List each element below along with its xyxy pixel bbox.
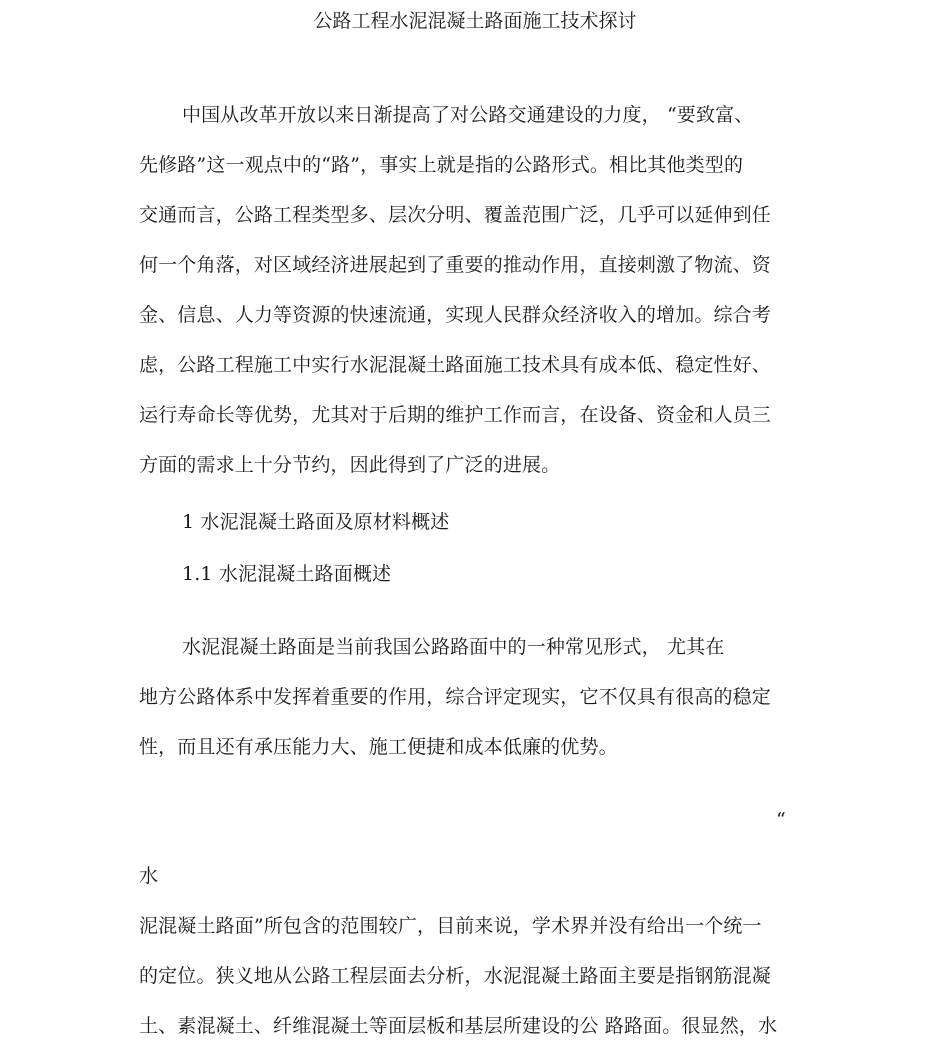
para2-line-1: 水泥混凝土路面是当前我国公路路面中的一种常见形式， 尤其在: [182, 636, 725, 658]
intro-line-1: 中国从改革开放以来日渐提高了对公路交通建设的力度， “要致富、: [182, 104, 754, 126]
section-heading-1: 1 水泥混凝土路面及原材料概述: [182, 511, 450, 533]
intro-line-5: 金、信息、人力等资源的快速流通，实现人民群众经济收入的增加。综合考: [139, 304, 771, 326]
section-heading-1-1: 1.1 水泥混凝土路面概述: [182, 563, 392, 585]
para3-line-1: 水: [139, 865, 159, 887]
intro-line-4: 何一个角落，对区域经济进展起到了重要的推动作用，直接刺激了物流、资: [139, 254, 771, 276]
para3-line-3: 的定位。狭义地从公路工程层面去分析，水泥混凝土路面主要是指钢筋混凝: [139, 965, 771, 987]
intro-line-7: 运行寿命长等优势，尤其对于后期的维护工作而言，在设备、资金和人员三: [139, 404, 771, 426]
para3-line-2: 泥混凝土路面”所包含的范围较广，目前来说，学术界并没有给出一个统一: [139, 915, 762, 937]
intro-line-6: 虑，公路工程施工中实行水泥混凝土路面施工技术具有成本低、稳定性好、: [139, 354, 771, 376]
para2-line-2: 地方公路体系中发挥着重要的作用，综合评定现实，它不仅具有很高的稳定: [139, 686, 771, 708]
intro-line-3: 交通而言，公路工程类型多、层次分明、覆盖范围广泛，几乎可以延伸到任: [139, 204, 771, 226]
para3-open-quote: “: [776, 809, 786, 831]
para3-line-4: 土、素混凝土、纤维混凝土等面层板和基层所建设的公 路路面。很显然，水: [139, 1015, 778, 1037]
document-title: 公路工程水泥混凝土路面施工技术探讨: [313, 10, 637, 32]
intro-line-2: 先修路”这一观点中的“路”，事实上就是指的公路形式。相比其他类型的: [139, 154, 744, 176]
para2-line-3: 性，而且还有承压能力大、施工便捷和成本低廉的优势。: [139, 736, 618, 758]
intro-line-8: 方面的需求上十分节约，因此得到了广泛的进展。: [139, 454, 561, 476]
